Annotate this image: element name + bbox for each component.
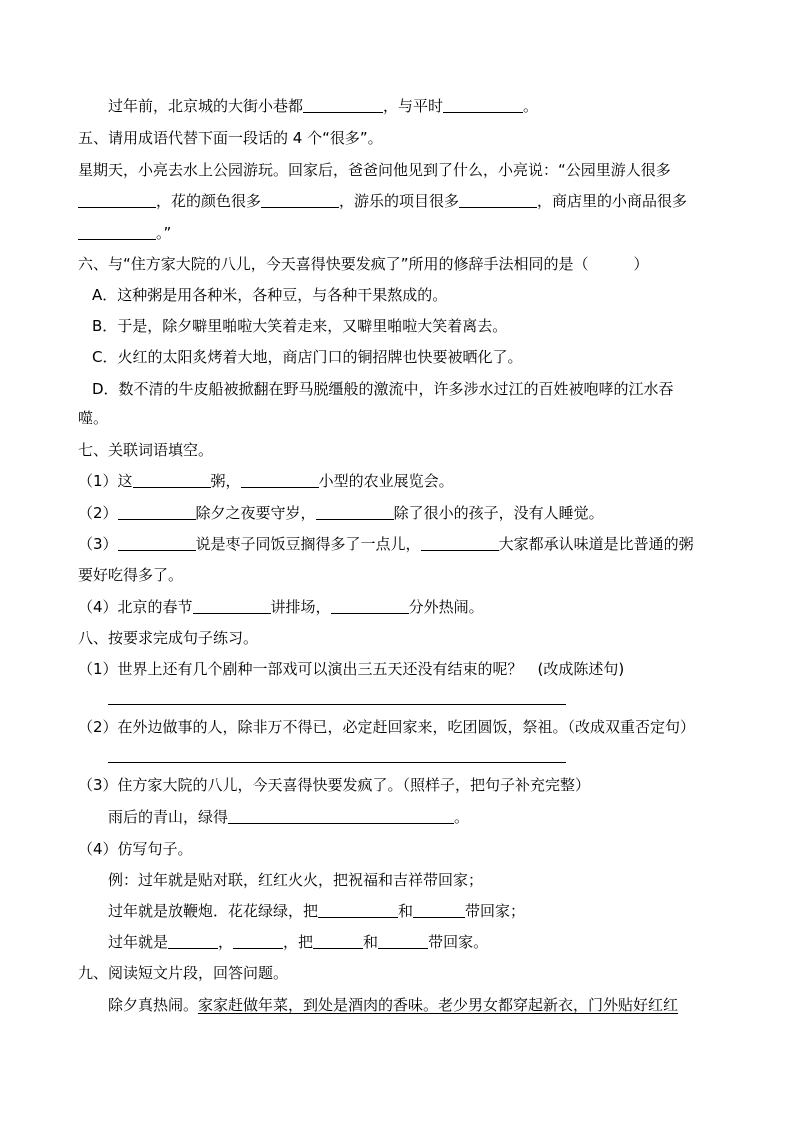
answer-blank[interactable] xyxy=(168,933,218,949)
q8-sentence-3-fill: 雨后的青山，绿得 。 xyxy=(108,808,470,826)
q6-option-c[interactable]: C．火红的太阳炙烤着大地，商店门口的铜招牌也快要被晒化了。 xyxy=(92,348,523,366)
q7-item-3: （3） 说是枣子同饭豆搁得多了一点儿， 大家都承认味道是比普通的粥 xyxy=(78,535,694,553)
answer-blank[interactable] xyxy=(421,535,499,551)
answer-blank[interactable] xyxy=(378,933,428,949)
answer-blank[interactable] xyxy=(303,97,383,113)
answer-blank[interactable] xyxy=(228,808,454,824)
q8-sentence-2: （2）在外边做事的人，除非万不得已，必定赶回家来，吃团圆饭，祭祖。（改成双重否定句） xyxy=(78,718,696,736)
q8-sentence-1: （1）世界上还有几个剧种一部戏可以演出三五天还没有结束的呢？ (改成陈述句) xyxy=(78,660,625,678)
q9-underlined-text: 家家赶做年菜，到处是酒肉的香味。老少男女都穿起新衣，门外贴好红红 xyxy=(198,996,679,1014)
q8-heading: 八、按要求完成句子练习。 xyxy=(78,629,259,647)
q5-paragraph-line: ，花的颜色很多 ，游乐的项目很多 ，商店里的小商品很多 xyxy=(78,191,687,211)
q7-item-1: （1）这 粥， 小型的农业展览会。 xyxy=(78,472,454,490)
q8-sentence-4: （4）仿写句子。 xyxy=(78,840,193,858)
q7-item-4: （4）北京的春节 讲排场， 分外热闹。 xyxy=(78,598,484,616)
q6-option-d[interactable]: D．数不清的牛皮船被掀翻在野马脱缰般的激流中，许多涉水过江的百姓被咆哮的江水吞 xyxy=(92,380,674,398)
q5-paragraph-line: 星期天，小亮去水上公园游玩。回家后，爸爸问他见到了什么，小亮说：“公园里游人很多 xyxy=(78,161,671,179)
q9-passage-line: 除夕真热闹。家家赶做年菜，到处是酒肉的香味。老少男女都穿起新衣，门外贴好红红 xyxy=(108,996,679,1014)
q8-write-1: 过年就是放鞭炮．花花绿绿，把 和 带回家； xyxy=(108,902,526,920)
answer-blank[interactable] xyxy=(331,598,409,614)
q7-item-3-cont: 要好吃得多了。 xyxy=(78,566,184,584)
answer-blank[interactable] xyxy=(261,192,339,208)
q8-example: 例：过年就是贴对联，红红火火，把祝福和吉祥带回家； xyxy=(108,871,484,889)
q5-heading: 五、请用成语代替下面一段话的 4 个“很多”。 xyxy=(78,129,383,147)
answer-blank[interactable] xyxy=(316,504,394,520)
q6-option-a[interactable]: A．这种粥是用各种米，各种豆，与各种干果熬成的。 xyxy=(92,286,448,304)
answer-blank[interactable] xyxy=(78,192,156,208)
q6-heading: 六、与“住方家大院的八儿，今天喜得快要发疯了”所用的修辞手法相同的是（ ） xyxy=(78,255,649,273)
q6-option-b[interactable]: B．于是，除夕噼里啪啦大笑着走来，又噼里啪啦大笑着离去。 xyxy=(92,317,508,335)
answer-blank[interactable] xyxy=(313,933,363,949)
answer-blank[interactable] xyxy=(78,224,156,240)
answer-blank[interactable] xyxy=(133,472,211,488)
answer-blank[interactable] xyxy=(318,902,398,918)
answer-blank[interactable] xyxy=(233,933,283,949)
answer-line[interactable] xyxy=(108,762,566,763)
answer-blank[interactable] xyxy=(118,504,196,520)
q8-write-2: 过年就是 ， ，把 和 带回家。 xyxy=(108,933,489,951)
q6-option-d-cont: 噬。 xyxy=(78,409,109,427)
answer-blank[interactable] xyxy=(118,535,196,551)
answer-blank[interactable] xyxy=(193,598,271,614)
answer-line[interactable] xyxy=(108,704,566,705)
answer-blank[interactable] xyxy=(241,472,319,488)
q9-heading: 九、阅读短文片段，回答问题。 xyxy=(78,964,289,982)
answer-blank[interactable] xyxy=(459,192,537,208)
q4-tail-line: 过年前，北京城的大街小巷都 ，与平时 。 xyxy=(108,97,539,115)
q5-paragraph-line: 。” xyxy=(78,223,171,243)
answer-blank[interactable] xyxy=(413,902,465,918)
q7-heading: 七、关联词语填空。 xyxy=(78,441,214,459)
q7-item-2: （2） 除夕之夜要守岁， 除了很小的孩子，没有人睡觉。 xyxy=(78,504,604,522)
q8-sentence-3: （3）住方家大院的八儿，今天喜得快要发疯了。（照样子，把句子补充完整） xyxy=(78,776,591,794)
answer-blank[interactable] xyxy=(443,97,523,113)
